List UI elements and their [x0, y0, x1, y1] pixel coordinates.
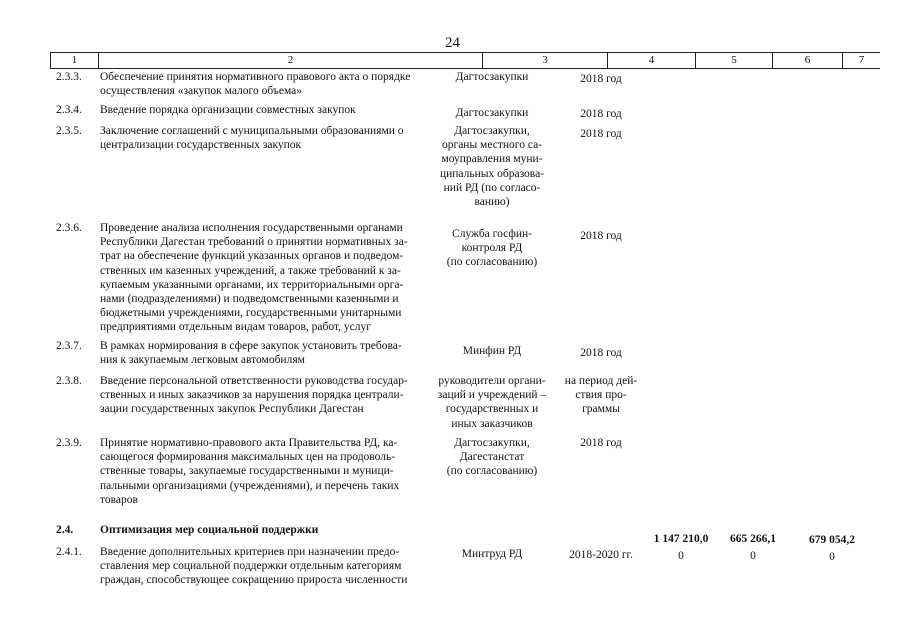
row-description: [100, 70, 428, 98]
row-number: 2.3.6.: [56, 222, 82, 234]
row-term: [557, 72, 645, 86]
executor-line: органы местного са-: [441, 139, 542, 152]
executor-line: Дагтосзакупки,: [454, 125, 530, 137]
term-line: граммы: [582, 403, 620, 416]
description-line: Принятие нормативно-правового акта Правительства РД, ка-: [100, 437, 398, 449]
executor-line: Дагестанстат: [459, 451, 525, 464]
description-line: граждан, способствующее сокращению прироста численности: [100, 574, 408, 587]
term-line: 2018 год: [580, 73, 622, 85]
term-line: 2018 год: [580, 437, 622, 449]
executor-line: Дагтосзакупки: [455, 71, 529, 83]
row-term: [557, 229, 645, 243]
header-col-1: 1: [50, 53, 98, 68]
description-line: ственные товары, закупаемые государственными и муници-: [100, 465, 394, 478]
description-line: Введение дополнительных критериев при назначении предо-: [100, 546, 400, 558]
row-term: [557, 548, 645, 562]
value-col7: 0: [829, 551, 835, 563]
executor-line: моуправления муни-: [441, 153, 543, 166]
row-term: [557, 127, 645, 141]
row-description: [100, 545, 428, 588]
section-value-col7: 679 054,2: [809, 534, 855, 546]
row-executor: [432, 344, 552, 358]
term-line: 2018 год: [580, 347, 622, 359]
description-line: централизации государственных закупок: [100, 139, 302, 152]
description-line: ственных им казенных учреждений, а также требований к за-: [100, 264, 401, 277]
description-line: купаемым указанными органами, их территориальными орга-: [100, 278, 404, 291]
row-number: 2.3.7.: [56, 340, 82, 352]
row-executor: [432, 227, 552, 270]
row-executor: [432, 124, 552, 209]
row-term: [557, 346, 645, 360]
row-term: [557, 107, 645, 121]
header-col-7: 7: [842, 53, 880, 68]
row-executor: [432, 547, 552, 561]
row-term: [557, 374, 645, 417]
description-line: бюджетными учреждениями, государственными унитарными: [100, 307, 402, 320]
description-line: ставления мер социальной поддержки отдельным категориям: [100, 560, 402, 573]
row-description: [100, 374, 428, 417]
term-line: на период дей-: [564, 375, 638, 387]
executor-line: ний РД (по согласо-: [443, 181, 541, 194]
description-line: нами (подразделениями) и подведомственными казенными и: [100, 293, 399, 306]
executor-line: контроля РД: [461, 242, 523, 255]
row-description: [100, 124, 428, 152]
row-description: [100, 339, 428, 367]
description-line: трат на обеспечение функций указанных органов и подведом-: [100, 250, 404, 263]
row-description: [100, 221, 428, 335]
description-line: Проведение анализа исполнения государственными органами: [100, 222, 403, 234]
description-line: ния к закупаемым легковым автомобилям: [100, 354, 305, 367]
row-number: 2.3.5.: [56, 125, 82, 137]
executor-line: руководители органи-: [438, 375, 546, 387]
description-line: Введение персональной ответственности руководства государ-: [100, 375, 408, 387]
description-line: осуществления «закупок малого объема»: [100, 85, 303, 98]
executor-line: заций и учреждений –: [437, 389, 547, 402]
row-number: 2.3.3.: [56, 71, 82, 83]
value-col6: 0: [750, 550, 756, 562]
row-description: [100, 436, 428, 507]
section-value-col5: 1 147 210,0: [653, 533, 709, 545]
description-line: товаров: [100, 493, 138, 506]
executor-line: (по согласованию): [446, 465, 538, 478]
description-line: пальными организациями (учреждениями), и перечень таких: [100, 479, 400, 492]
executor-line: государственных и: [445, 403, 539, 416]
term-line: 2018-2020 гг.: [569, 549, 633, 561]
row-executor: [432, 70, 552, 84]
row-executor: [432, 106, 552, 120]
table-header-row: [50, 52, 880, 69]
description-line: зации государственных закупок Республики Дагестан: [100, 403, 364, 416]
header-col-5: 5: [695, 53, 772, 68]
description-line: ственных и иных заказчиков за нарушения порядка централи-: [100, 389, 404, 402]
page-number: 24: [445, 35, 460, 51]
row-executor: [432, 374, 552, 431]
row-number: 2.4.1.: [56, 546, 82, 558]
row-number: 2.3.4.: [56, 104, 82, 116]
executor-line: ципальных образова-: [439, 167, 545, 180]
term-line: 2018 год: [580, 128, 622, 140]
description-line: предприятиями отдельным видам товаров, работ, услуг: [100, 321, 371, 334]
description-line: Заключение соглашений с муниципальными образованиями о: [100, 125, 404, 137]
value-col5: 0: [678, 550, 684, 562]
row-executor: [432, 436, 552, 479]
description-line: сающегося формирования максимальных цен на продоволь-: [100, 451, 396, 464]
executor-line: Дагтосзакупки,: [454, 437, 530, 449]
header-col-2: 2: [98, 53, 482, 68]
description-line: В рамках нормирования в сфере закупок установить требова-: [100, 340, 402, 352]
executor-line: Минтруд РД: [461, 548, 523, 560]
executor-line: Дагтосзакупки: [455, 107, 529, 119]
row-number: 2.3.8.: [56, 375, 82, 387]
term-line: 2018 год: [580, 230, 622, 242]
row-term: [557, 436, 645, 450]
term-line: 2018 год: [580, 108, 622, 120]
section-number: 2.4.: [56, 524, 74, 536]
executor-line: Минфин РД: [462, 345, 522, 357]
description-line: Республики Дагестан требований о принятии нормативных за-: [100, 236, 408, 249]
row-description: [100, 103, 428, 117]
executor-line: (по согласованию): [446, 256, 538, 269]
row-number: 2.3.9.: [56, 437, 82, 449]
description-line: Обеспечение принятия нормативного правового акта о порядке: [100, 71, 411, 83]
header-col-3: 3: [482, 53, 607, 68]
term-line: ствия про-: [575, 389, 627, 402]
section-value-col6: 665 266,1: [730, 533, 776, 545]
executor-line: иных заказчиков: [451, 417, 533, 430]
executor-line: ванию): [474, 196, 510, 209]
section-title: Оптимизация мер социальной поддержки: [100, 524, 319, 536]
executor-line: Служба госфин-: [452, 228, 532, 240]
description-line: Введение порядка организации совместных закупок: [100, 104, 356, 116]
header-col-4: 4: [607, 53, 695, 68]
header-col-6: 6: [772, 53, 842, 68]
